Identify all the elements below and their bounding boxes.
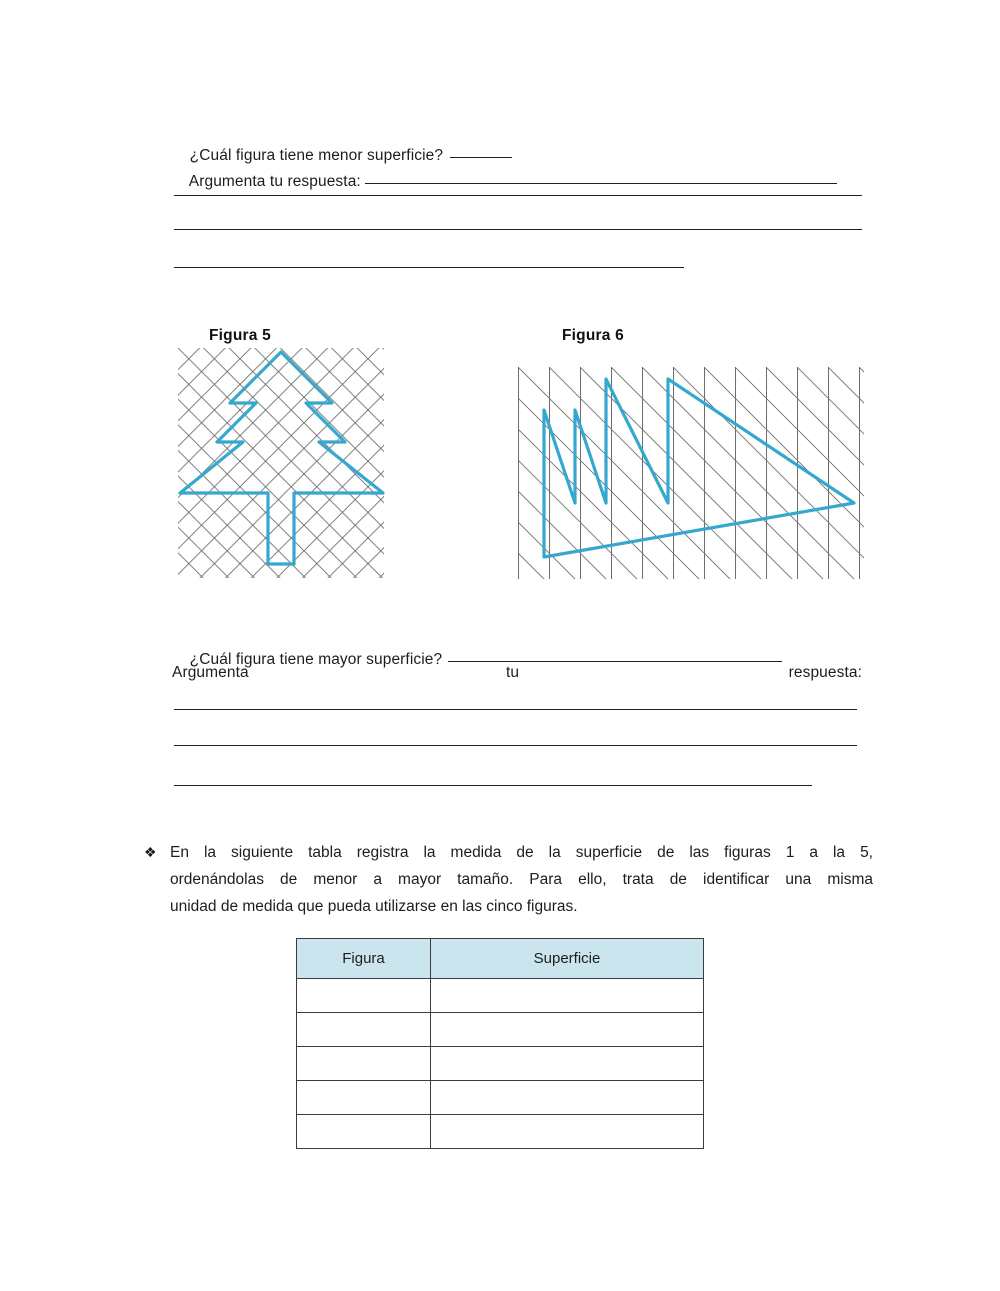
- table-body: [297, 979, 704, 1149]
- argumenta-respuesta-row: [172, 143, 837, 221]
- instruction-line-3: unidad de medida que pueda utilizarse en las cinco figuras.: [170, 898, 578, 915]
- table-header-figura: Figura: [297, 939, 431, 979]
- answer-rule-mid-2[interactable]: [174, 745, 857, 746]
- table-cell-superficie[interactable]: [431, 1081, 704, 1115]
- answer-rule-top-3[interactable]: [174, 267, 684, 268]
- table-row[interactable]: [297, 1081, 704, 1115]
- answer-rule-top-1[interactable]: [174, 195, 862, 196]
- figura-5-title: Figura 5: [209, 327, 271, 344]
- table-cell-figura[interactable]: [297, 1013, 431, 1047]
- diamond-bullet-icon: ❖: [144, 844, 157, 860]
- answer-rule-mid-1[interactable]: [174, 709, 857, 710]
- table-cell-superficie[interactable]: [431, 1047, 704, 1081]
- table-cell-superficie[interactable]: [431, 1013, 704, 1047]
- argumenta-word-3: respuesta:: [788, 664, 862, 681]
- figura-6-grid-verticals: [518, 367, 864, 579]
- question-menor-superficie-label: ¿Cuál figura tiene menor superficie?: [189, 147, 444, 164]
- table-cell-superficie[interactable]: [431, 979, 704, 1013]
- answer-rule-mid-3[interactable]: [174, 785, 812, 786]
- argumenta-word-2: tu: [506, 664, 520, 681]
- table-cell-figura[interactable]: [297, 1115, 431, 1149]
- table-row[interactable]: [297, 1013, 704, 1047]
- instruction-bullet-item: [144, 839, 873, 920]
- argumenta-respuesta-label: Argumenta tu respuesta:: [188, 173, 361, 190]
- table-header-superficie: Superficie: [431, 939, 704, 979]
- figura-6-title: Figura 6: [562, 327, 624, 344]
- answer-rule-top-2[interactable]: [174, 229, 862, 230]
- argumenta-word-1: Argumenta: [172, 664, 249, 681]
- instruction-line-1: En la siguiente tabla registra la medida de la superficie de las figuras 1 a la 5,: [170, 844, 873, 861]
- table-row[interactable]: [297, 979, 704, 1013]
- table-cell-superficie[interactable]: [431, 1115, 704, 1149]
- figura-6-svg: [518, 367, 864, 579]
- figura-6-illustration: [518, 367, 864, 584]
- figura-5-illustration: [176, 346, 388, 587]
- question-mayor-superficie-label: ¿Cuál figura tiene mayor superficie?: [189, 651, 443, 668]
- answer-blank-argumenta-top[interactable]: [365, 183, 837, 184]
- table-cell-figura[interactable]: [297, 1047, 431, 1081]
- argumenta-respuesta-stretched-row: [172, 660, 862, 686]
- table-cell-figura[interactable]: [297, 1081, 431, 1115]
- superficie-table: [296, 938, 704, 1149]
- table-cell-figura[interactable]: [297, 979, 431, 1013]
- figura-5-grid: [178, 348, 384, 578]
- figura-5-svg: [176, 346, 388, 582]
- table-row[interactable]: [297, 1047, 704, 1081]
- instruction-text: [170, 839, 873, 920]
- table-header-row: [297, 939, 704, 979]
- table-row[interactable]: [297, 1115, 704, 1149]
- instruction-line-2: ordenándolas de menor a mayor tamaño. Para ello, trata de identificar una misma: [170, 871, 873, 888]
